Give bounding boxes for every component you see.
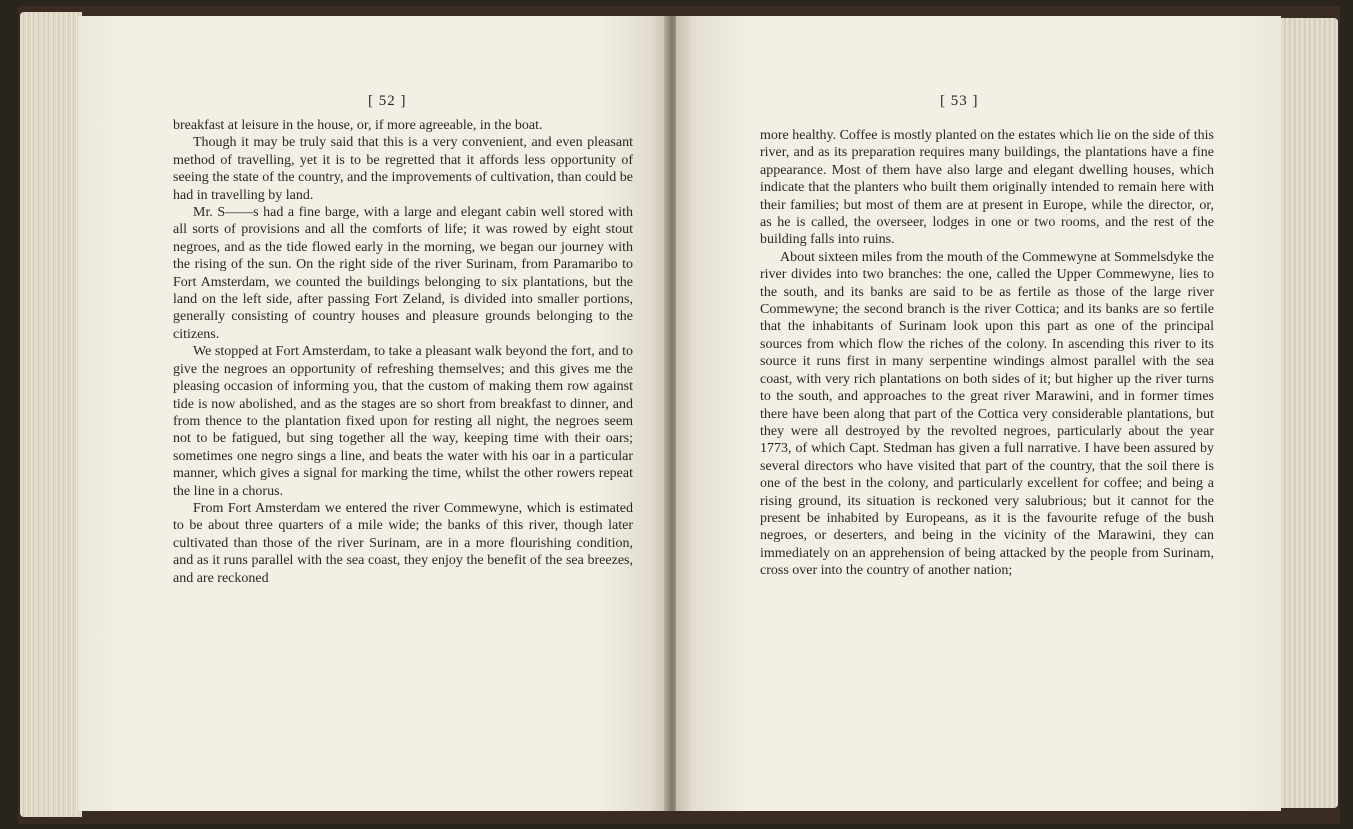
paragraph: breakfast at leisure in the house, or, if more agreeable, in the boat. xyxy=(173,118,543,133)
body-text xyxy=(760,127,1214,580)
right-page xyxy=(676,16,1281,811)
paragraph: We stopped at Fort Amsterdam, to take a pleasant walk beyond the fort, and to give the negroes an opportunity of refreshing themselves; and this gives me the pleasing occasion of informing you, that the custom of making them row against tide is now abolished, and as the stages are so short from breakfast to dinner, and from thence to the plantation fixed upon for resting all night, the negroes seem not to be fatigued, but sing together all the way, keeping time with their oars; sometimes one negro sings a line, and beats the water with his oar in a particular manner, which gives a signal for marking the time, whilst the other rowers repeat the line in a chorus. xyxy=(173,344,633,499)
paragraph: About sixteen miles from the mouth of the Commewyne at Sommelsdyke the river divides into two branches: the one, called the Upper Commewyne, lies to the south, and its banks are said to be as fertile as those of the large river Commewyne; the second branch is the river Cottica; and its banks are so fertile that the inhabitants of Surinam look upon this part as one of the principal sources from which flow the riches of the colony. In ascending this river to its source it runs first in many serpentine windings almost parallel with the sea coast, with very rich plantations on both sides of it; but higher up the river turns to the south, and approaches to the great river Marawini, and in former times there have been along that part of the Cottica very considerable plantations, but they were all destroyed by the revolted negroes, particularly about the year 1773, of which Capt. Stedman has given a full narrative. I have been assured by several directors who have visited that part of the country, that the soil there is one of the best in the colony, and particularly excellent for coffee; and being a rising ground, its situation is reckoned very salubrious; but it cannot for the present be inhabited by Europeans, as it is the favourite refuge of the bush negroes, or deserters, and being in the vicinity of the Marawini, they can immediately on an apprehension of being attacked by the people from Surinam, cross over into the country of another nation; xyxy=(760,249,1214,579)
left-page-edges xyxy=(20,12,82,817)
paragraph: From Fort Amsterdam we entered the river Commewyne, which is estimated to be about three quarters of a mile wide; the banks of this river, though later cultivated than those of the river Surinam, are in a more flourishing condition, and as it runs parallel with the sea coast, they enjoy the benefit of the sea breezes, and are reckoned xyxy=(173,500,633,586)
page-number: [ 52 ] xyxy=(368,93,407,109)
paragraph: Though it may be truly said that this is a very convenient, and even pleasant method of travelling, yet it is to be regretted that it affords less opportunity of seeing the state of the country, and the improvements of cultivation, than could be had in travelling by land. xyxy=(173,135,633,203)
right-page-edges xyxy=(1278,18,1338,808)
left-page xyxy=(78,16,668,811)
body-text xyxy=(173,117,633,587)
paragraph: more healthy. Coffee is mostly planted on the estates which lie on the side of this river, and as its preparation requires many buildings, the plantations have a fine appearance. Most of them have also large and elegant dwelling houses, which indicate that the planters who built them originally intended to remain here with their families; but most of them are at present in Europe, while the director, or, as he is called, the overseer, lodges in one or two rooms, and the rest of the building falls into ruins. xyxy=(760,128,1214,248)
paragraph: Mr. S——s had a fine barge, with a large and elegant cabin well stored with all sorts of provisions and all the comforts of life; it was rowed by eight stout negroes, and as the tide flowed early in the morning, we began our journey with the rising of the sun. On the right side of the river Surinam, from Paramaribo to Fort Amsterdam, we counted the buildings belonging to six plantations, but the land on the left side, after passing Fort Zeland, is divided into smaller portions, generally consisting of country houses and pleasure grounds belonging to the citizens. xyxy=(173,205,633,342)
page-number: [ 53 ] xyxy=(940,93,979,109)
